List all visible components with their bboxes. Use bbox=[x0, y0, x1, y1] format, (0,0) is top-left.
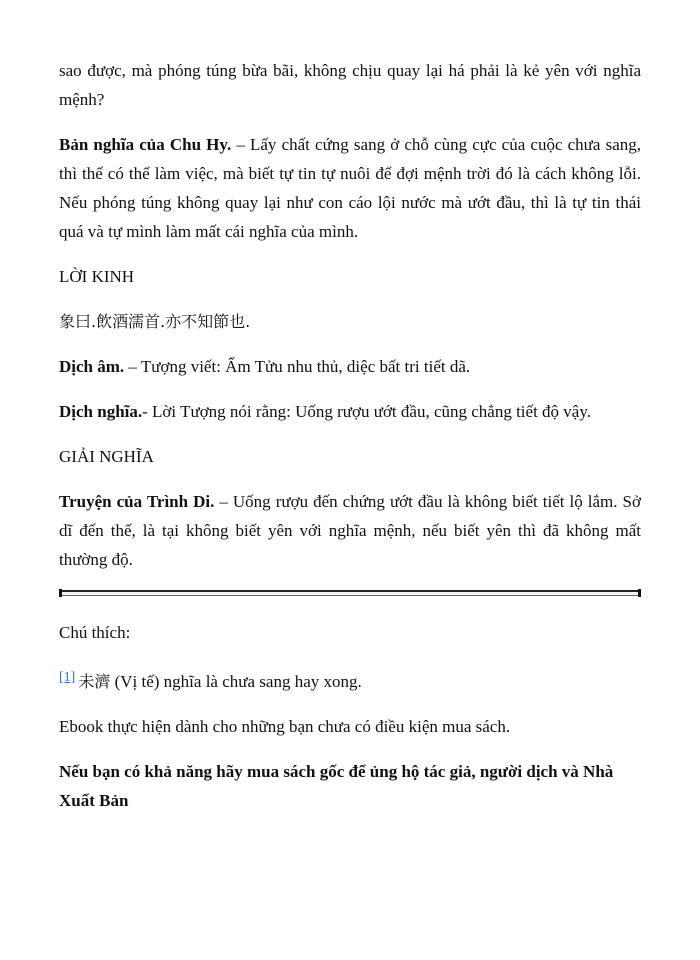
notes-label: Chú thích: bbox=[59, 623, 131, 642]
heading-giai-nghia: GIẢI NGHĨA bbox=[59, 447, 154, 466]
horizontal-divider bbox=[59, 590, 641, 598]
paragraph-intro bbox=[59, 56, 641, 114]
paragraph-chu-hy bbox=[59, 130, 641, 246]
paragraph-bold-lead: Bản nghĩa của Chu Hy. bbox=[59, 135, 232, 154]
chinese-text: 象曰.飲酒濡首.亦不知節也. bbox=[59, 312, 251, 331]
footnote-text: (Vị tế) nghĩa là chưa sang hay xong. bbox=[110, 672, 362, 691]
paragraph-text: – Uống rượu đến chứng ướt đầu là không biết tiết lộ lắm. Sở dĩ đến thế, là tại không biết yên với nghĩa mệnh, nếu biết yên thì đã không mất thường độ. bbox=[59, 492, 641, 569]
paragraph-bold-lead: Dịch âm. bbox=[59, 357, 125, 376]
paragraph-dich-nghia bbox=[59, 397, 619, 426]
footnote-link[interactable]: [1] bbox=[59, 670, 76, 685]
paragraph-text: sao được, mà phóng túng bừa bãi, không chịu quay lại há phải là kẻ yên với nghĩa mệnh? bbox=[59, 61, 641, 109]
footnote bbox=[59, 663, 641, 696]
paragraph-text: – Lấy chất cứng sang ở chỗ cùng cực của cuộc chưa sang, thì thế có thể làm việc, mà biết tự tin tự nuôi để đợi mệnh trời đó là cách không lỗi. Nếu phóng túng không quay lại như con cáo lội nước mà ướt đầu, thì là tự tin thái quá và tự mình làm mất cái nghĩa của mình. bbox=[59, 135, 641, 241]
paragraph-text: - Lời Tượng nói rằng: Uống rượu ướt đầu, cũng chẳng tiết độ vậy. bbox=[142, 402, 591, 421]
ebook-note: Ebook thực hiện dành cho những bạn chưa có điều kiện mua sách. bbox=[59, 717, 511, 736]
divider-cap-right bbox=[638, 589, 641, 597]
footnote-chinese: 未濟 bbox=[78, 672, 111, 691]
divider-line bbox=[59, 590, 641, 596]
paragraph-bold-lead: Truyện của Trình Di. bbox=[59, 492, 215, 511]
paragraph-text: – Tượng viết: Ẩm Tửu nhu thủ, diệc bất tri tiết dã. bbox=[124, 357, 471, 376]
heading-loi-kinh: LỜI KINH bbox=[59, 267, 135, 286]
divider-cap-left bbox=[59, 589, 62, 597]
paragraph-trinh-di bbox=[59, 487, 641, 574]
paragraph-bold-lead: Dịch nghĩa. bbox=[59, 402, 143, 421]
document-page bbox=[59, 56, 641, 815]
support-note: Nếu bạn có khả năng hãy mua sách gốc để ủng hộ tác giả, người dịch và Nhà Xuất Bản bbox=[59, 762, 614, 810]
paragraph-dich-am bbox=[59, 352, 641, 381]
